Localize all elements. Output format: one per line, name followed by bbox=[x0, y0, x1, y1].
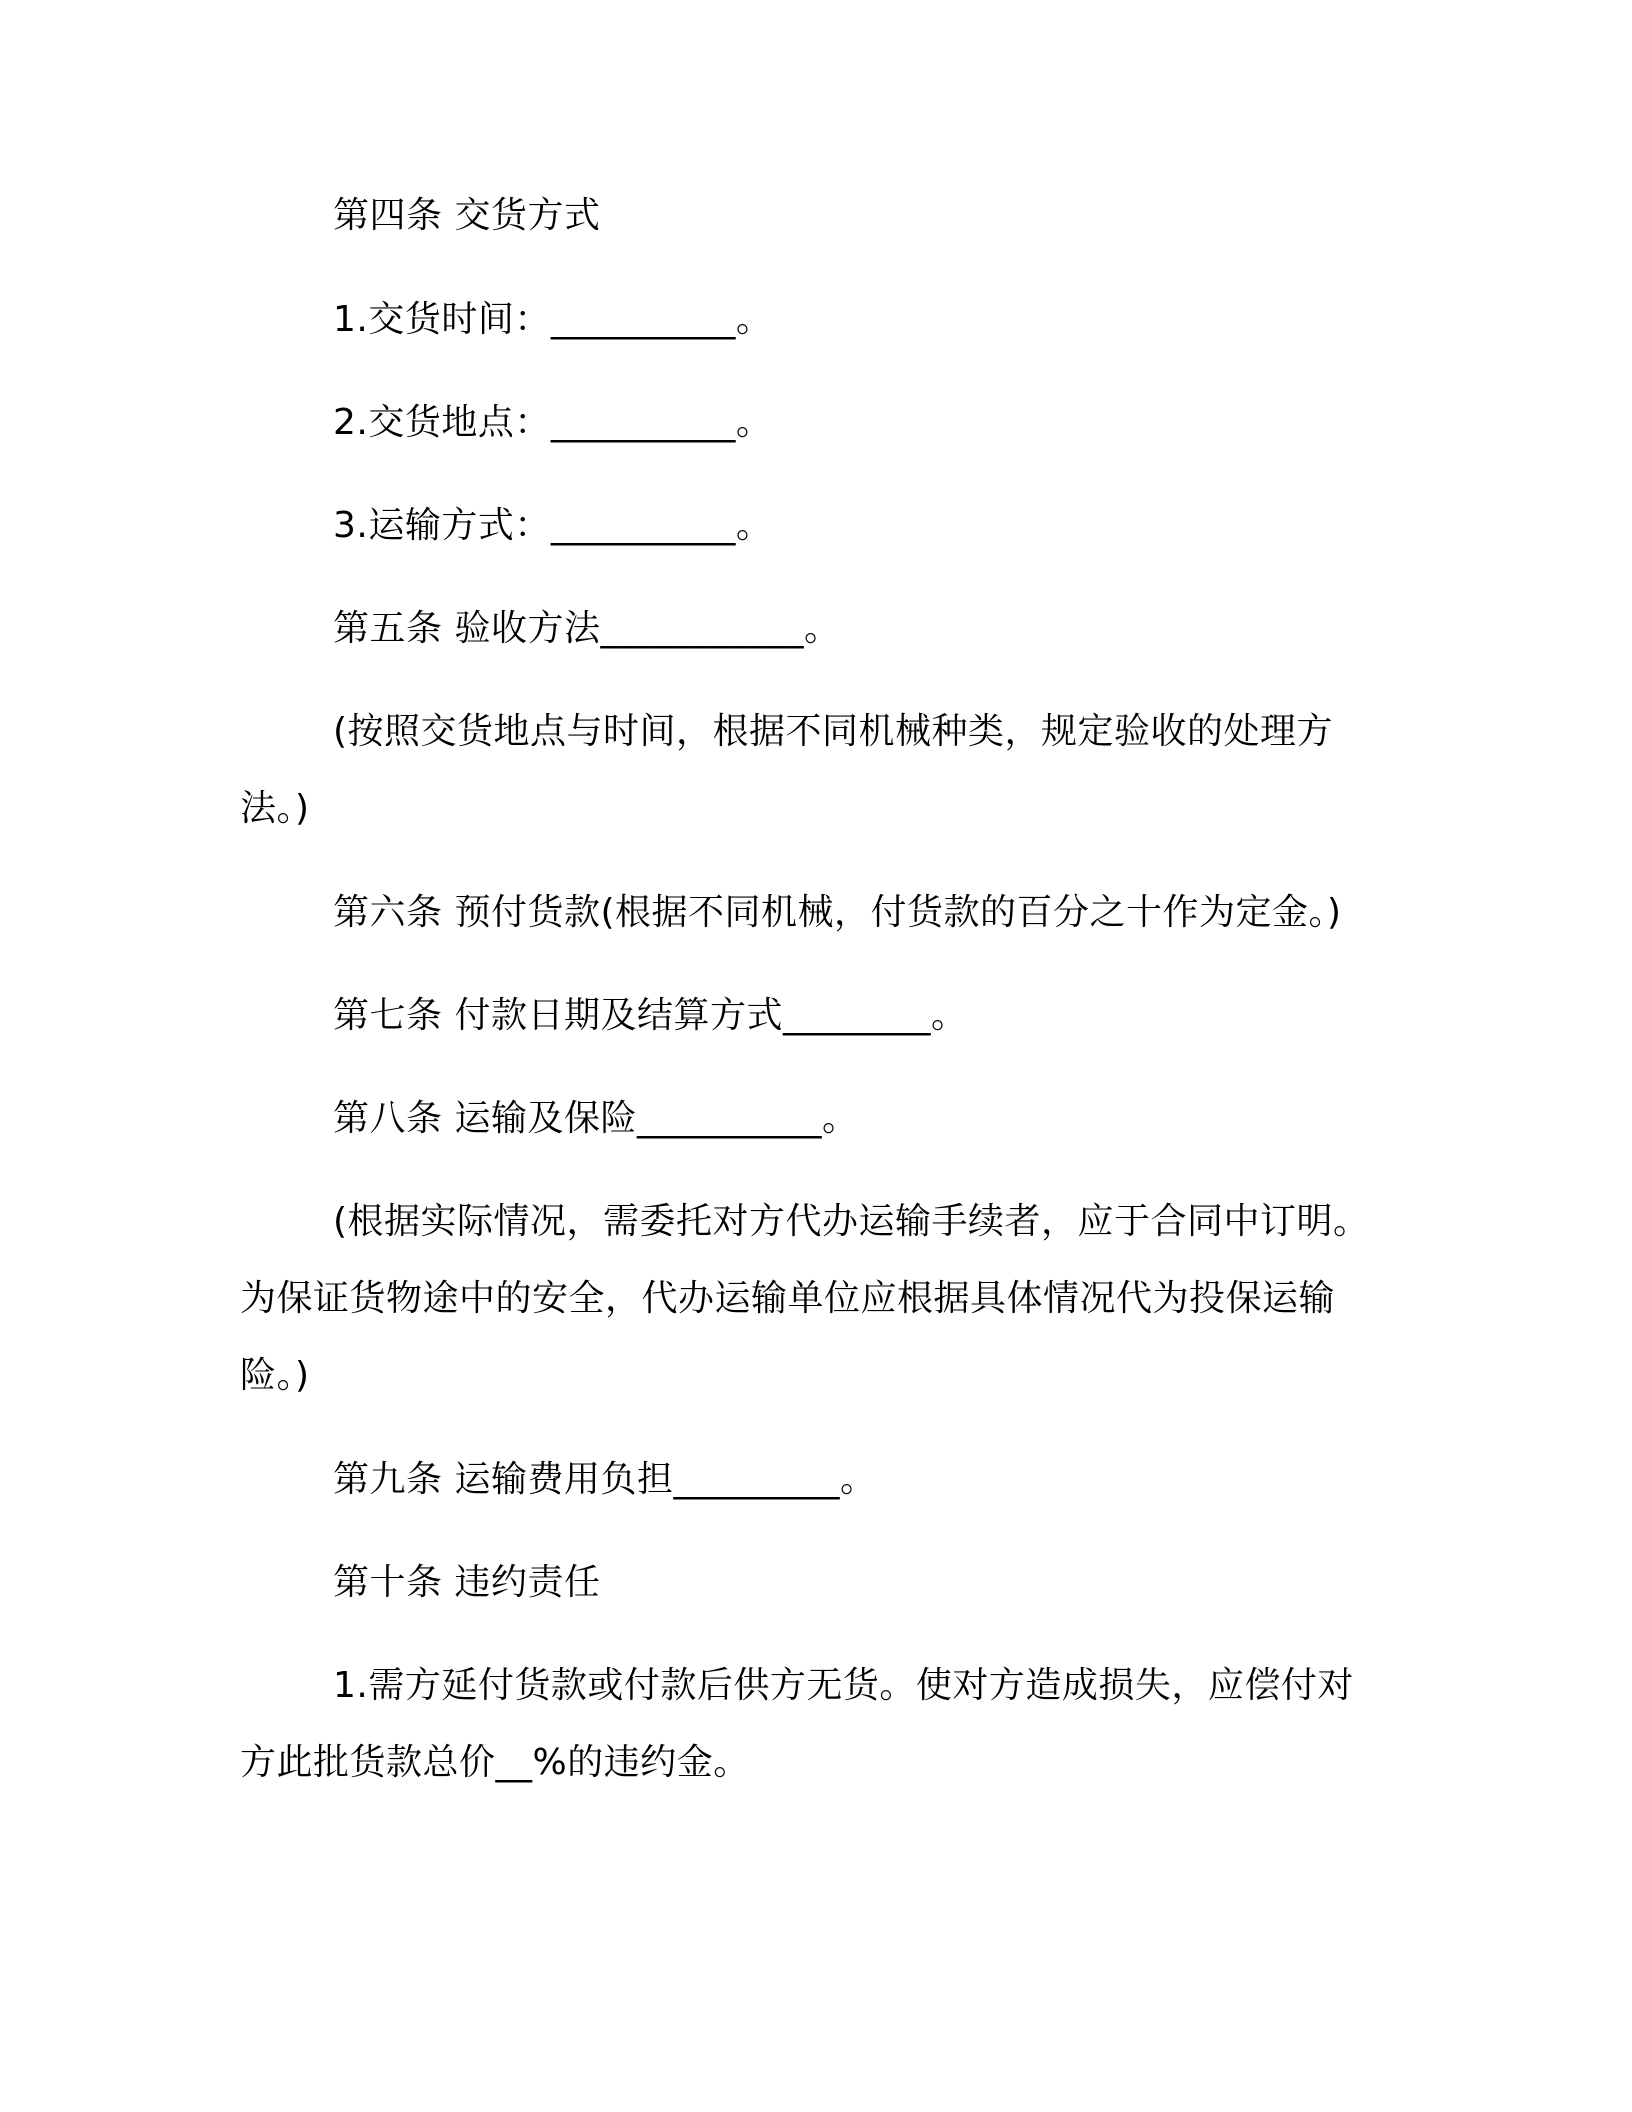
article-10-item-1-line-2: 方此批货款总价__%的违约金。 bbox=[240, 1742, 750, 1783]
article-10-heading: 第十条 违约责任 bbox=[333, 1562, 601, 1603]
article-8-note-line-2: 为保证货物途中的安全，代办运输单位应根据具体情况代为投保运输 bbox=[240, 1278, 1336, 1319]
article-7-line: 第七条 付款日期及结算方式________。 bbox=[333, 995, 968, 1036]
article-8-note-line-3: 险。) bbox=[240, 1355, 310, 1396]
article-5-line: 第五条 验收方法___________。 bbox=[333, 608, 841, 649]
article-8-note-line-1: (根据实际情况，需委托对方代办运输手续者，应于合同中订明。 bbox=[333, 1201, 1370, 1242]
article-6-line: 第六条 预付货款(根据不同机械，付货款的百分之十作为定金。) bbox=[333, 892, 1342, 933]
article-5-note-line-2: 法。) bbox=[240, 788, 310, 829]
article-8-line: 第八条 运输及保险__________。 bbox=[333, 1098, 859, 1139]
article-9-line: 第九条 运输费用负担_________。 bbox=[333, 1459, 877, 1500]
delivery-time-line: 1.交货时间：__________。 bbox=[333, 299, 773, 340]
transport-method-line: 3.运输方式：__________。 bbox=[333, 505, 773, 546]
article-10-item-1-line-1: 1.需方延付货款或付款后供方无货。使对方造成损失，应偿付对 bbox=[333, 1665, 1354, 1706]
delivery-place-line: 2.交货地点：__________。 bbox=[333, 402, 773, 443]
article-5-note-line-1: (按照交货地点与时间，根据不同机械种类，规定验收的处理方 bbox=[333, 711, 1334, 752]
article-4-heading: 第四条 交货方式 bbox=[333, 195, 601, 236]
